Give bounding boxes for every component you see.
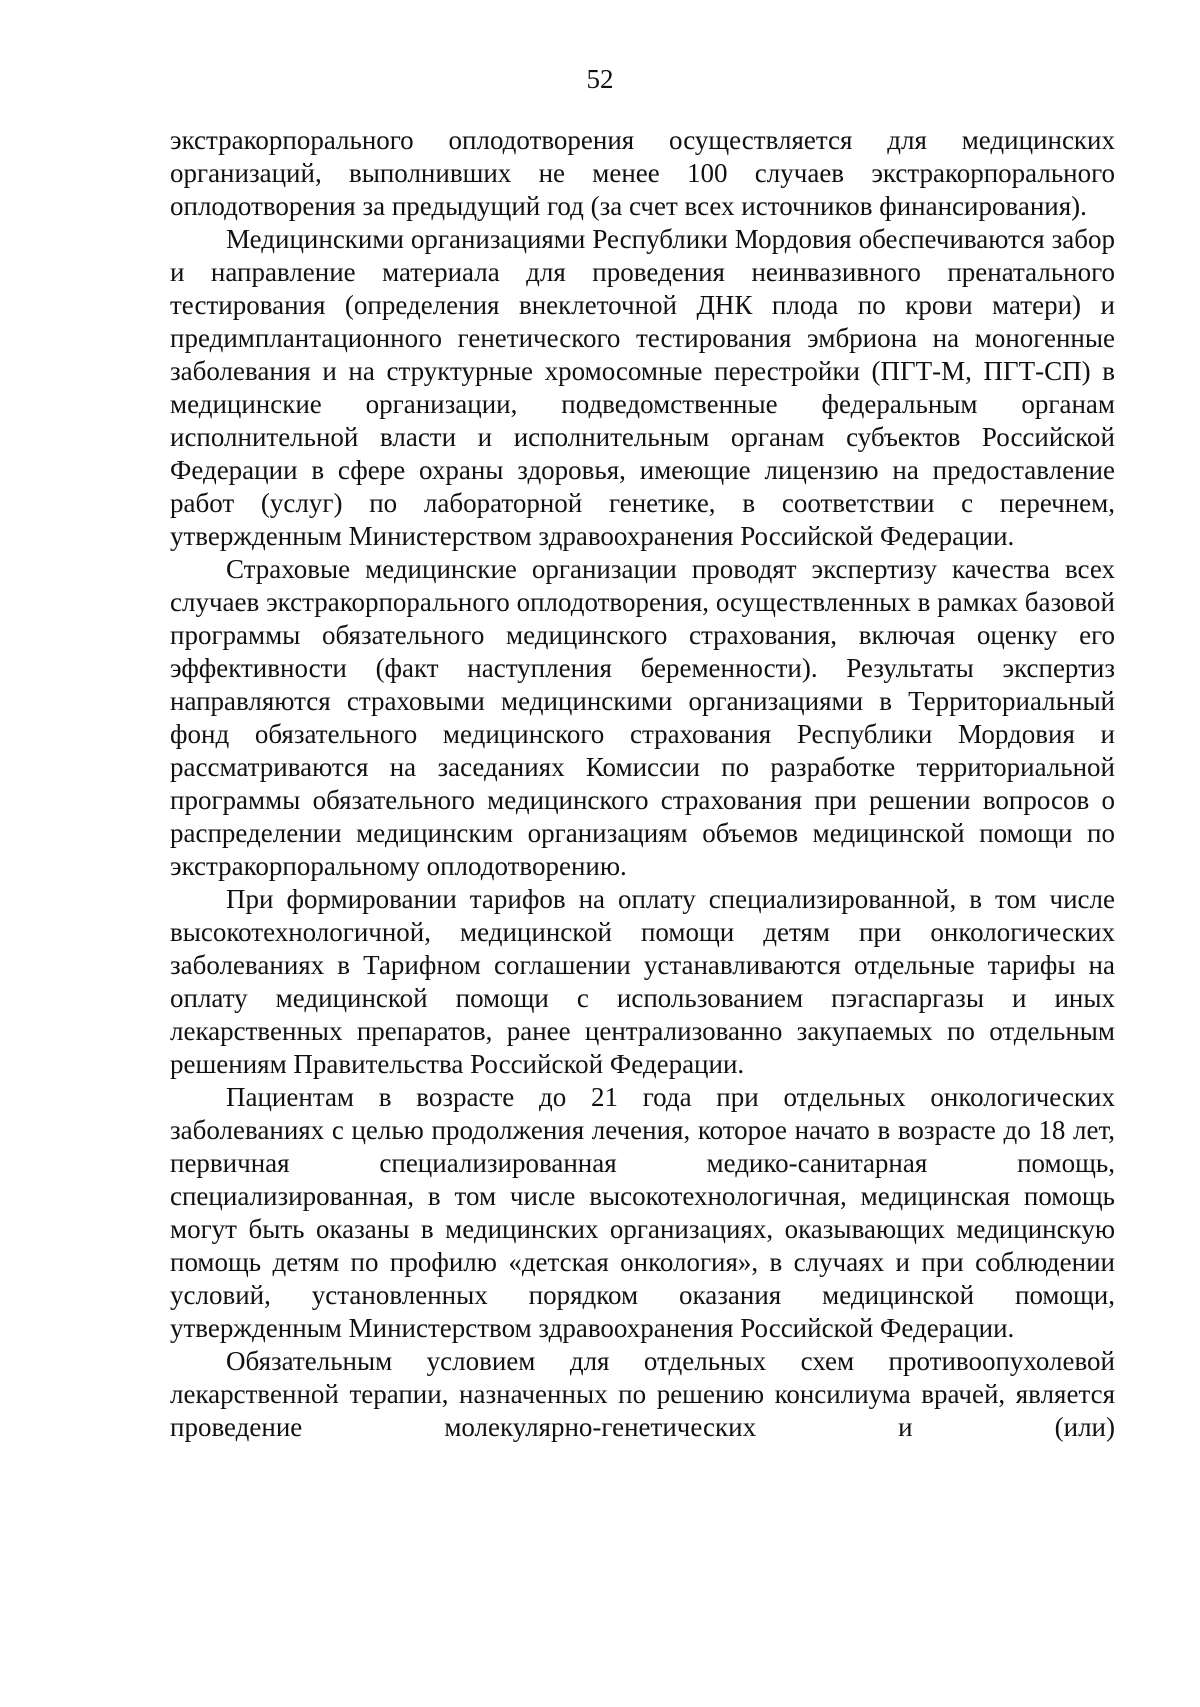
paragraph-insurance-expertise: Страховые медицинские организации проводят экспертизу качества всех случаев экстракорпорального оплодотворения, осуществленных в рамках базовой программы обязательного медицинского страхования, включая оценку его эффективности (факт наступления беременности). Результаты экспертиз направляются страховыми медицинскими организациями в Территориальный фонд обязательного медицинского страхования Республики Мордовия и рассматриваются на заседаниях Комиссии по разработке территориальной программы обязательного медицинского страхования при решении вопросов о распределении медицинским организациям объемов медицинской помощи по экстракорпоральному оплодотворению.: [170, 554, 1115, 881]
paragraph-mandatory-condition: Обязательным условием для отдельных схем противоопухолевой лекарственной терапии, назначенных по решению консилиума врачей, является проведение молекулярно-генетических и (или): [170, 1346, 1115, 1442]
page-number: 52: [586, 64, 614, 94]
paragraph-oncology-patients: Пациентам в возрасте до 21 года при отдельных онкологических заболеваниях с целью продолжения лечения, которое начато в возрасте до 18 лет, первичная специализированная медико-санитарная помощь, специализированная, в том числе высокотехнологичная, медицинская помощь могут быть оказаны в медицинских организациях, оказывающих медицинскую помощь детям по профилю «детская онкология», в случаях и при соблюдении условий, установленных порядком оказания медицинской помощи, утвержденным Министерством здравоохранения Российской Федерации.: [170, 1082, 1115, 1343]
paragraph-tariffs: При формировании тарифов на оплату специализированной, в том числе высокотехнологичной, медицинской помощи детям при онкологических заболеваниях в Тарифном соглашении устанавливаются отдельные тарифы на оплату медицинской помощи с использованием пэгаспаргазы и иных лекарственных препаратов, ранее централизованно закупаемых по отдельным решениям Правительства Российской Федерации.: [170, 884, 1115, 1079]
document-body: [170, 124, 1115, 1444]
paragraph-continuation: экстракорпорального оплодотворения осуществляется для медицинских организаций, выполнивших не менее 100 случаев экстракорпорального оплодотворения за предыдущий год (за счет всех источников финансирования).: [170, 125, 1115, 221]
paragraph-prenatal-testing: Медицинскими организациями Республики Мордовия обеспечиваются забор и направление материала для проведения неинвазивного пренатального тестирования (определения внеклеточной ДНК плода по крови матери) и предимплантационного генетического тестирования эмбриона на моногенные заболевания и на структурные хромосомные перестройки (ПГТ-М, ПГТ-СП) в медицинские организации, подведомственные федеральным органам исполнительной власти и исполнительным органам субъектов Российской Федерации в сфере охраны здоровья, имеющие лицензию на предоставление работ (услуг) по лабораторной генетике, в соответствии с перечнем, утвержденным Министерством здравоохранения Российской Федерации.: [170, 224, 1115, 551]
